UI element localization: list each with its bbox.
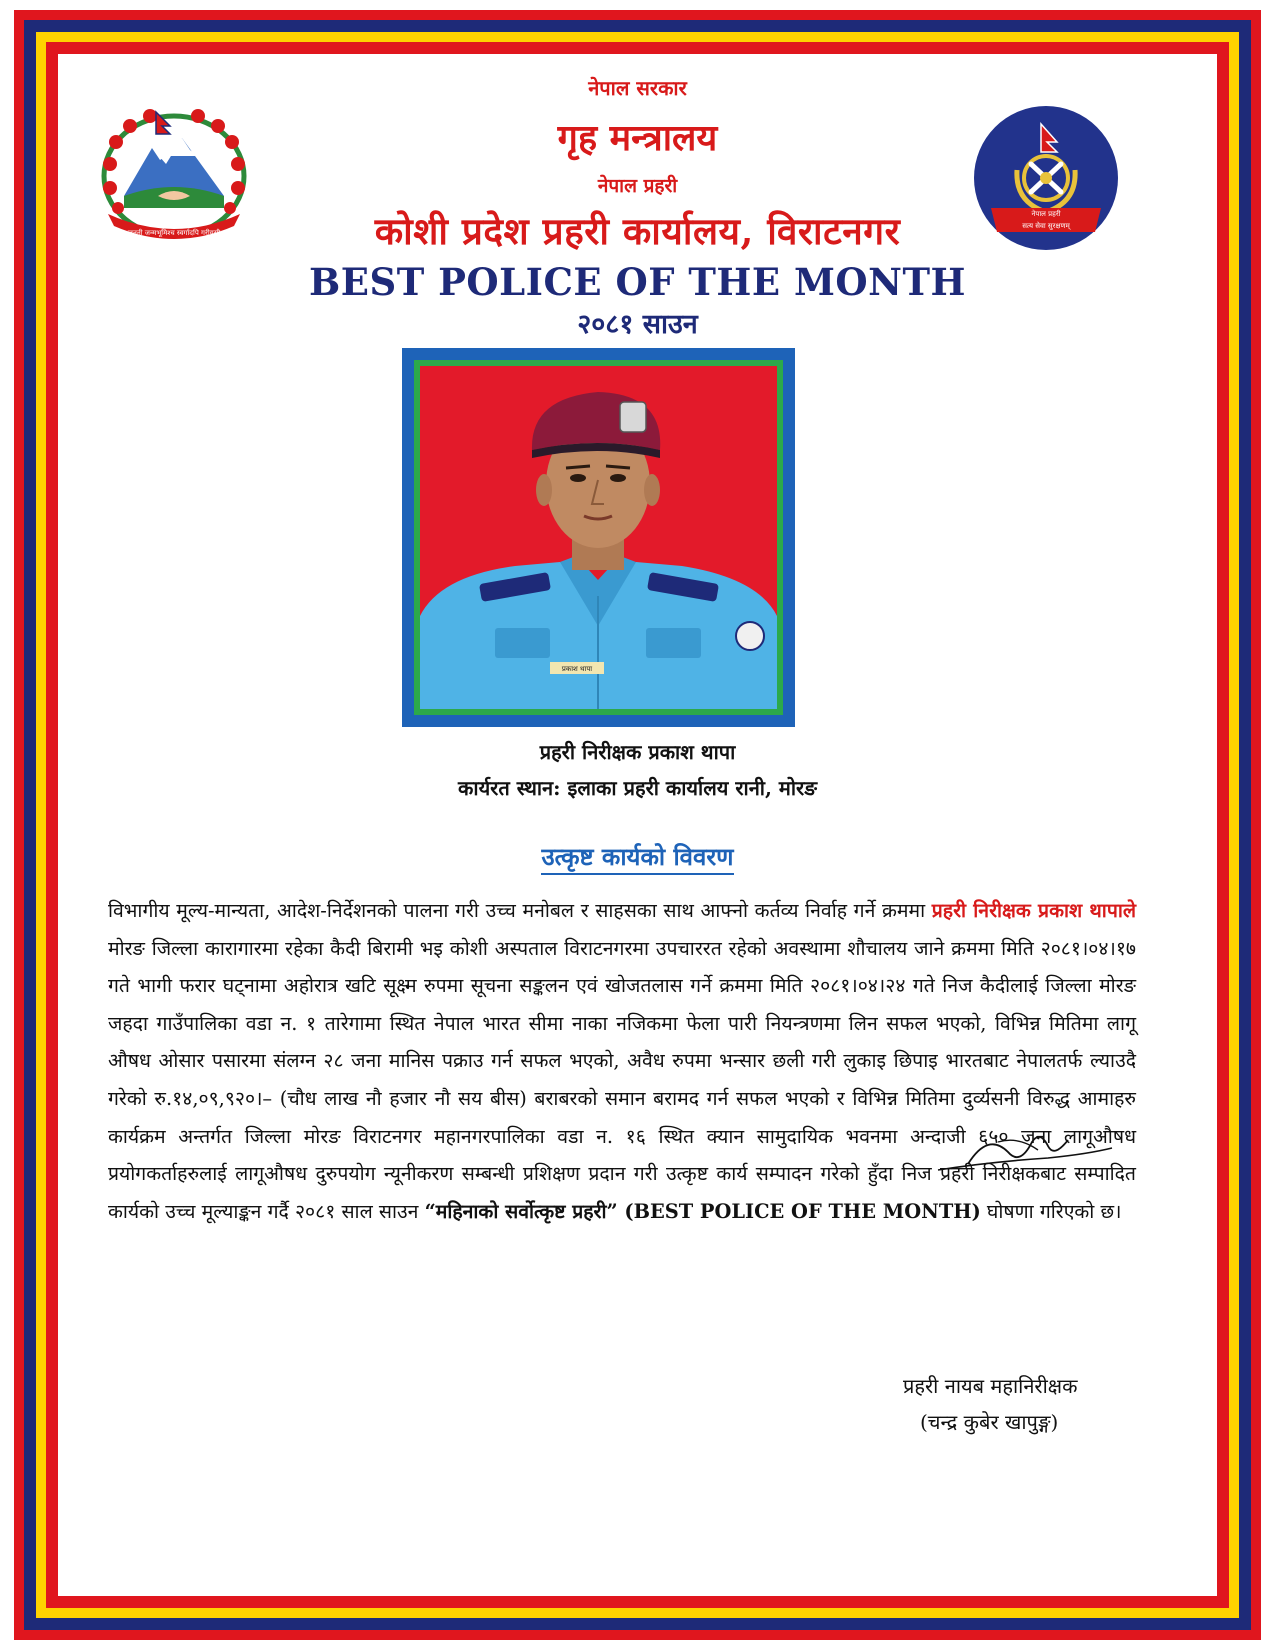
police-label: नेपाल प्रहरी — [597, 175, 678, 197]
description-quote: “महिनाको सर्वोत्कृष्ट प्रहरी” (BEST POLICE OF THE MONTH) — [424, 1199, 981, 1223]
portrait-frame — [402, 348, 795, 727]
description-highlight: प्रहरी निरीक्षक प्रकाश थापाले — [931, 899, 1137, 922]
award-period: २०८१ साउन — [577, 309, 698, 340]
award-title: BEST POLICE OF THE MONTH — [309, 260, 966, 304]
awardee-workplace: कार्यरत स्थान: इलाका प्रहरी कार्यालय रानी, मोरङ — [458, 776, 817, 800]
description-part-3: घोषणा गरिएको छ। — [980, 1199, 1122, 1223]
signature — [928, 1122, 1118, 1182]
signatory-name: (चन्द्र कुबेर खापुङ्ग) — [920, 1410, 1059, 1434]
photo-name-badge: प्रकाश थापा — [561, 665, 593, 673]
ministry-title: गृह मन्त्रालय — [557, 117, 718, 159]
office-title: कोशी प्रदेश प्रहरी कार्यालय, विराटनगर — [374, 209, 901, 253]
awardee-name: प्रहरी निरीक्षक प्रकाश थापा — [539, 740, 736, 764]
police-logo-banner-top: नेपाल प्रहरी — [1031, 210, 1061, 218]
description-part-2: मोरङ जिल्ला कारागारमा रहेका कैदी बिरामी भइ कोशी अस्पताल विराटनगरमा उपचाररत रहेको अवस्थामा शौचालय जाने क्रममा मिति २०८१।०४।१७ गते भागी फरार घट्नामा अहोरात्र खटि सूक्ष्म रुपमा सूचना सङ्कलन एवं खोजतलास गर्ने क्रममा मिति २०८१।०४।२४ गते निज कैदीलाई जिल्ला मोरङ जहदा गाउँपालिका वडा न. १ तारेगामा स्थित नेपाल भारत सीमा नाका नजिकमा फेला पारी नियन्त्रणमा लिन सफल भएको, विभिन्न मितिमा लागू औषध ओसार पसारमा संलग्न २८ जना मानिस पक्राउ गर्न सफल भएको, अवैध रुपमा भन्सार छली गरी लुकाइ छिपाइ भारतबाट नेपालतर्फ ल्याउदै गरेको रु.१४,०९,९२०।– (चौध लाख नौ हजार नौ सय बीस) बराबरको समान बरामद गर्न सफल भएको र विभिन्न मितिमा दुर्व्यसनी विरुद्ध आमाहरु कार्यक्रम अन्तर्गत जिल्ला मोरङ विराटनगर महानगरपालिका वडा न. १६ स्थित क्यान सामुदायिक भवनमा अन्दाजी ६५० जना लागूऔषध प्रयोगकर्ताहरुलाई लागूऔषध दुरुपयोग न्यूनीकरण सम्बन्धी प्रशिक्षण प्रदान गरी उत्कृष्ट कार्य सम्पादन गरेको हुँदा निज प्रहरी निरीक्षकबाट सम्पादित कार्यको उच्च मूल्याङ्कन गर्दै २०८१ साल साउन — [108, 936, 1136, 1223]
officer-portrait — [420, 366, 777, 709]
description-part-1: विभागीय मूल्य-मान्यता, आदेश-निर्देशनको पालना गरी उच्च मनोबल र साहसका साथ आफ्नो कर्तव्य निर्वाह गर्ने क्रममा — [108, 899, 932, 922]
signatory-title: प्रहरी नायब महानिरीक्षक — [903, 1374, 1078, 1398]
emblem-motto: जननी जन्मभूमिश्च स्वर्गादपि गरीयसी — [127, 229, 221, 237]
certificate — [58, 54, 1217, 1596]
police-logo-banner-bottom: सत्य सेवा सुरक्षणम् — [1022, 222, 1070, 230]
government-label: नेपाल सरकार — [588, 76, 687, 100]
section-heading — [58, 840, 1217, 873]
section-heading-text: उत्कृष्ट कार्यको विवरण — [541, 842, 733, 875]
